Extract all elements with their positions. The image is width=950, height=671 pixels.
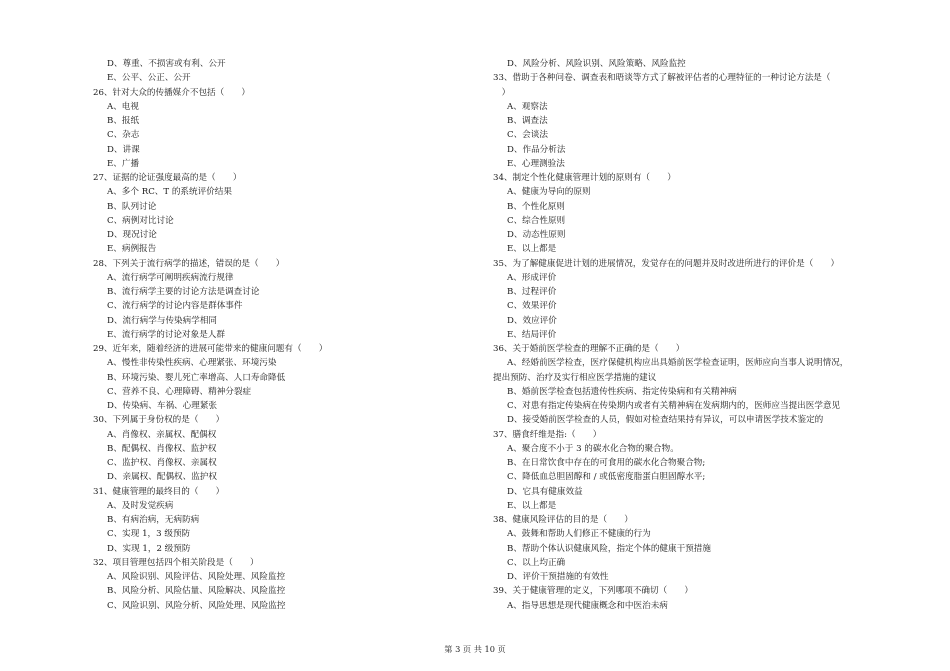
answer-option: D、评价干预措施的有效性	[507, 572, 609, 582]
answer-option: D、讲课	[107, 144, 140, 155]
question-stem: 33、借助于各种问卷、调查表和晤谈等方式了解被评估者的心理特征的一种讨论方法是（	[493, 73, 831, 84]
answer-option: B、婚前医学检查包括遗传性疾病、指定传染病和有关精神病	[507, 386, 737, 397]
answer-option: C、对患有指定传染病在传染期内或者有关精神病在发病期内的，医师应当提出医学意见	[507, 401, 841, 411]
question-stem: 26、针对大众的传播媒介不包括（ ）	[93, 87, 251, 98]
question-stem: 39、关于健康管理的定义，下列哪项不确切（ ）	[493, 586, 693, 597]
answer-option: A、健康为导向的原则	[507, 187, 591, 198]
answer-option: A、风险识别、风险评估、风险处理、风险监控	[107, 572, 286, 582]
right-column	[493, 57, 918, 613]
answer-option: A、形成评价	[507, 272, 557, 283]
answer-option: D、流行病学与传染病学相同	[107, 315, 218, 326]
answer-option: B、报纸	[107, 116, 140, 126]
answer-option: B、风险分析、风险估量、风险解决、风险监控	[107, 586, 286, 597]
answer-option: D、现况讨论	[107, 230, 157, 240]
answer-option: C、风险识别、风险分析、风险处理、风险监控	[107, 600, 286, 611]
answer-option: C、营养不良、心理障碍、精神分裂症	[107, 386, 252, 397]
answer-option: B、调查法	[507, 116, 548, 126]
answer-option: E、流行病学的讨论对象是人群	[107, 329, 225, 340]
answer-option: C、监护权、肖像权、亲属权	[107, 458, 217, 468]
answer-option: D、动态性原则	[507, 230, 566, 240]
answer-option: E、心理测验法	[507, 158, 565, 169]
question-stem: 32、项目管理包括四个相关阶段是（ ）	[93, 557, 259, 568]
answer-option: A、观察法	[507, 101, 548, 112]
question-stem: 31、健康管理的最终目的（ ）	[93, 486, 225, 497]
answer-option: A、多个 RC、T 的系统评价结果	[107, 187, 232, 198]
answer-option: C、以上均正确	[507, 557, 566, 568]
answer-option: E、以上都是	[507, 500, 557, 511]
question-stem: 36、关于婚前医学检查的理解不正确的是（ ）	[493, 344, 685, 354]
answer-option: C、流行病学的讨论内容是群体事件	[107, 301, 243, 312]
answer-option: A、及时发觉疾病	[107, 500, 174, 511]
answer-option: B、有病治病，无病防病	[107, 515, 200, 525]
answer-option: C、杂志	[107, 130, 140, 141]
answer-option: D、效应评价	[507, 315, 557, 326]
answer-option: B、过程评价	[507, 287, 557, 297]
question-stem: 27、证据的论证强度最高的是（ ）	[93, 173, 242, 183]
answer-option: B、队列讨论	[107, 201, 157, 212]
answer-option: A、指导思想是现代健康概念和中医治未病	[507, 600, 668, 611]
answer-option: D、亲属权、配偶权、监护权	[107, 472, 218, 483]
answer-option: A、流行病学可阐明疾病流行规律	[107, 272, 234, 283]
answer-option: B、帮助个体认识健康风险，指定个体的健康干预措施	[507, 543, 711, 554]
answer-option: C、综合性原则	[507, 215, 566, 226]
answer-option: B、流行病学主要的讨论方法是调查讨论	[107, 287, 260, 297]
answer-option: A、慢性非传染性疾病、心理紧张、环境污染	[107, 358, 277, 369]
answer-option: B、在日常饮食中存在的可食用的碳水化合物聚合物;	[507, 458, 706, 468]
answer-option: A、鼓舞和帮助人们修正不健康的行为	[507, 529, 651, 540]
answer-option: B、环境污染、婴儿死亡率增高、人口寿命降低	[107, 372, 286, 383]
question-stem: 34、制定个性化健康管理计划的原则有（ ）	[493, 173, 676, 183]
answer-option: E、病例报告	[107, 244, 157, 255]
answer-option: D、作品分析法	[507, 144, 566, 155]
answer-option: C、降低血总胆固醇和 / 或低密度脂蛋白胆固醇水平;	[507, 472, 706, 483]
answer-option: E、广播	[107, 158, 140, 169]
answer-option: D、接受婚前医学检查的人员，假如对检查结果持有异议，可以申请医学技术鉴定的	[507, 415, 824, 426]
answer-option: D、它具有健康效益	[507, 486, 583, 497]
question-stem: 28、下列关于流行病学的描述，错误的是（ ）	[93, 258, 285, 269]
answer-option: A、肖像权、亲属权、配偶权	[107, 429, 217, 440]
answer-option: B、个性化原则	[507, 201, 565, 212]
answer-option: E、公平、公正、公开	[107, 73, 191, 84]
answer-option: D、风险分析、风险识别、风险策略、风险监控	[507, 59, 686, 69]
continuation-line: 提出预防、治疗及实行相应医学措施的建议	[493, 372, 657, 383]
answer-option: D、实现 1，2 级预防	[107, 543, 191, 554]
continuation-line: ）	[493, 87, 511, 98]
question-stem: 30、下列属于身份权的是（ ）	[93, 415, 225, 426]
answer-option: D、传染病、车祸、心理紧张	[107, 401, 218, 411]
answer-option: A、经婚前医学检查，医疗保健机构应出具婚前医学检查证明，医师应向当事人说明情况，	[507, 358, 849, 369]
answer-option: D、尊重、不损害或有利、公开	[107, 59, 226, 69]
answer-option: A、聚合度不小于 3 的碳水化合物的聚合物。	[507, 443, 679, 454]
answer-option: A、电视	[107, 101, 139, 112]
answer-option: C、病例对比讨论	[107, 215, 174, 226]
left-column	[93, 57, 473, 613]
answer-option: E、结局评价	[507, 329, 557, 340]
answer-option: C、会谈法	[507, 130, 548, 141]
question-stem: 35、为了解健康促进计划的进展情况，发觉存在的问题并及时改进所进行的评价是（ ）	[493, 258, 840, 269]
question-stem: 29、近年来，随着经济的进展可能带来的健康问题有（ ）	[93, 344, 328, 354]
answer-option: C、实现 1，3 级预防	[107, 529, 191, 540]
answer-option: E、以上都是	[507, 244, 557, 255]
answer-option: B、配偶权、肖像权、监护权	[107, 443, 217, 454]
question-stem: 37、膳食纤维是指:（ ）	[493, 429, 602, 440]
answer-option: C、效果评价	[507, 301, 557, 312]
question-stem: 38、健康风险评估的目的是（ ）	[493, 515, 633, 525]
page-footer: 第 3 页 共 10 页	[444, 644, 506, 654]
